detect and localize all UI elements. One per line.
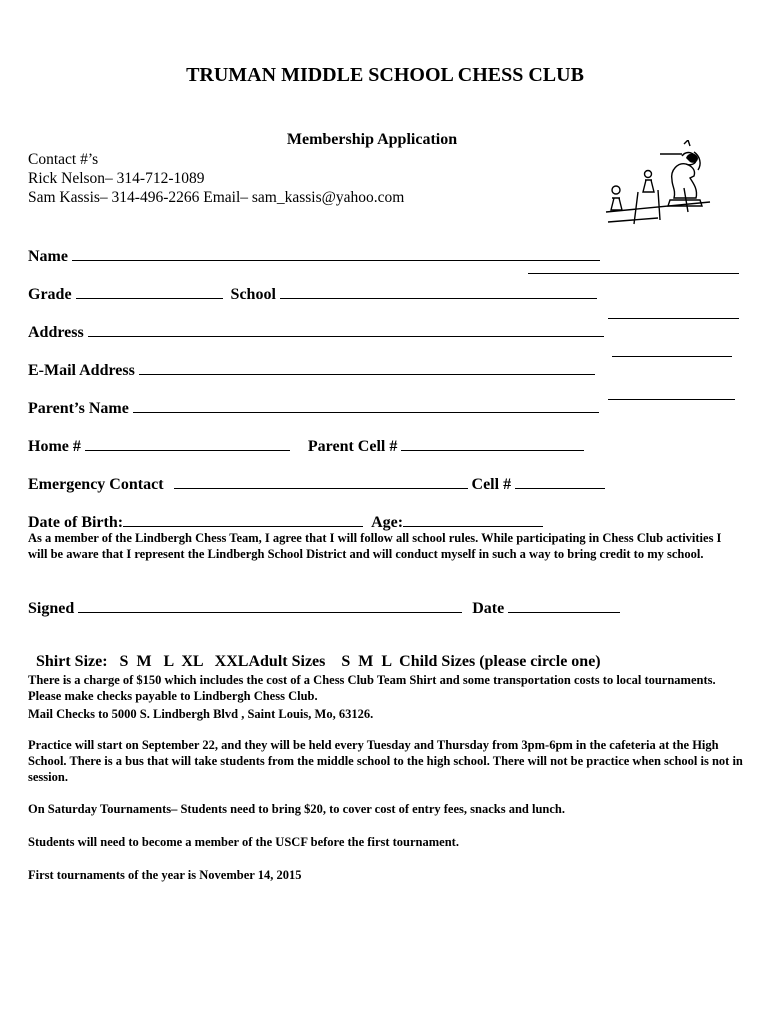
- grade-label: Grade: [28, 286, 72, 303]
- page-subtitle: Membership Application: [286, 131, 458, 148]
- adult-sizes-label: Adult Sizes: [248, 653, 326, 670]
- home-phone-field[interactable]: [85, 436, 290, 451]
- charge-text: There is a charge of $150 which includes the cost of a Chess Club Team Shirt and some transportation costs to local tournaments. Please make checks payable to Lindbergh Chess Club.: [28, 673, 716, 703]
- age-field[interactable]: [403, 512, 543, 527]
- chess-players-icon: [598, 140, 720, 232]
- dob-label: Date of Birth:: [28, 514, 124, 531]
- margin-line: [528, 273, 739, 274]
- child-size-options[interactable]: S M L: [341, 653, 392, 670]
- date-label: Date: [472, 600, 505, 617]
- emergency-contact-field[interactable]: [174, 474, 468, 489]
- mail-checks-text: Mail Checks to 5000 S. Lindbergh Blvd , Saint Louis, Mo, 63126.: [28, 707, 374, 721]
- margin-line: [608, 318, 739, 319]
- practice-text: Practice will start on September 22, and they will be held every Tuesday and Thursday from 3pm-6pm in the cafeteria at the High School. There is a bus that will take students from the middle school to the high school. There will not be practice when school is not in session.: [28, 738, 743, 784]
- parent-name-field[interactable]: [133, 398, 599, 413]
- cell-label: Cell #: [471, 476, 512, 493]
- email-field[interactable]: [139, 360, 595, 375]
- agreement-text: As a member of the Lindbergh Chess Team, I agree that I will follow all school rules. While participating in Chess Club activities I will be aware that I represent the Lindbergh School District and will conduct myself in such a way to bring credit to my school.: [28, 531, 722, 561]
- parent-name-label: Parent’s Name: [28, 400, 129, 417]
- parent-cell-field[interactable]: [401, 436, 584, 451]
- saturday-text: On Saturday Tournaments– Students need to bring $20, to cover cost of entry fees, snacks and lunch.: [28, 802, 565, 816]
- adult-size-options[interactable]: S M L XL XXL: [119, 653, 249, 670]
- age-label: Age:: [371, 514, 404, 531]
- signature-field[interactable]: [78, 598, 462, 613]
- page-title: TRUMAN MIDDLE SCHOOL CHESS CLUB: [186, 64, 584, 86]
- shirt-size-label: Shirt Size:: [36, 653, 108, 670]
- school-field[interactable]: [280, 284, 597, 299]
- child-sizes-label: Child Sizes (please circle one): [399, 653, 601, 670]
- grade-field[interactable]: [76, 284, 223, 299]
- parent-cell-label: Parent Cell #: [307, 438, 398, 455]
- emergency-contact-label: Emergency Contact: [28, 476, 164, 493]
- uscf-text: Students will need to become a member of the USCF before the first tournament.: [28, 835, 459, 849]
- school-label: School: [230, 286, 276, 303]
- email-label: E-Mail Address: [28, 362, 135, 379]
- margin-line: [608, 399, 735, 400]
- home-phone-label: Home #: [28, 438, 81, 455]
- address-label: Address: [28, 324, 84, 341]
- name-label: Name: [28, 248, 68, 265]
- date-field[interactable]: [508, 598, 620, 613]
- margin-line: [612, 356, 732, 357]
- contact-heading: Contact #’s: [28, 151, 99, 168]
- contact-line-1: Rick Nelson– 314-712-1089: [28, 170, 205, 187]
- dob-field[interactable]: [123, 512, 363, 527]
- name-field[interactable]: [72, 246, 600, 261]
- first-tournament-text: First tournaments of the year is November 14, 2015: [28, 868, 302, 882]
- cell-field[interactable]: [515, 474, 605, 489]
- contact-line-2: Sam Kassis– 314-496-2266 Email– sam_kassis@yahoo.com: [28, 189, 405, 206]
- signed-label: Signed: [28, 600, 75, 617]
- address-field[interactable]: [88, 322, 604, 337]
